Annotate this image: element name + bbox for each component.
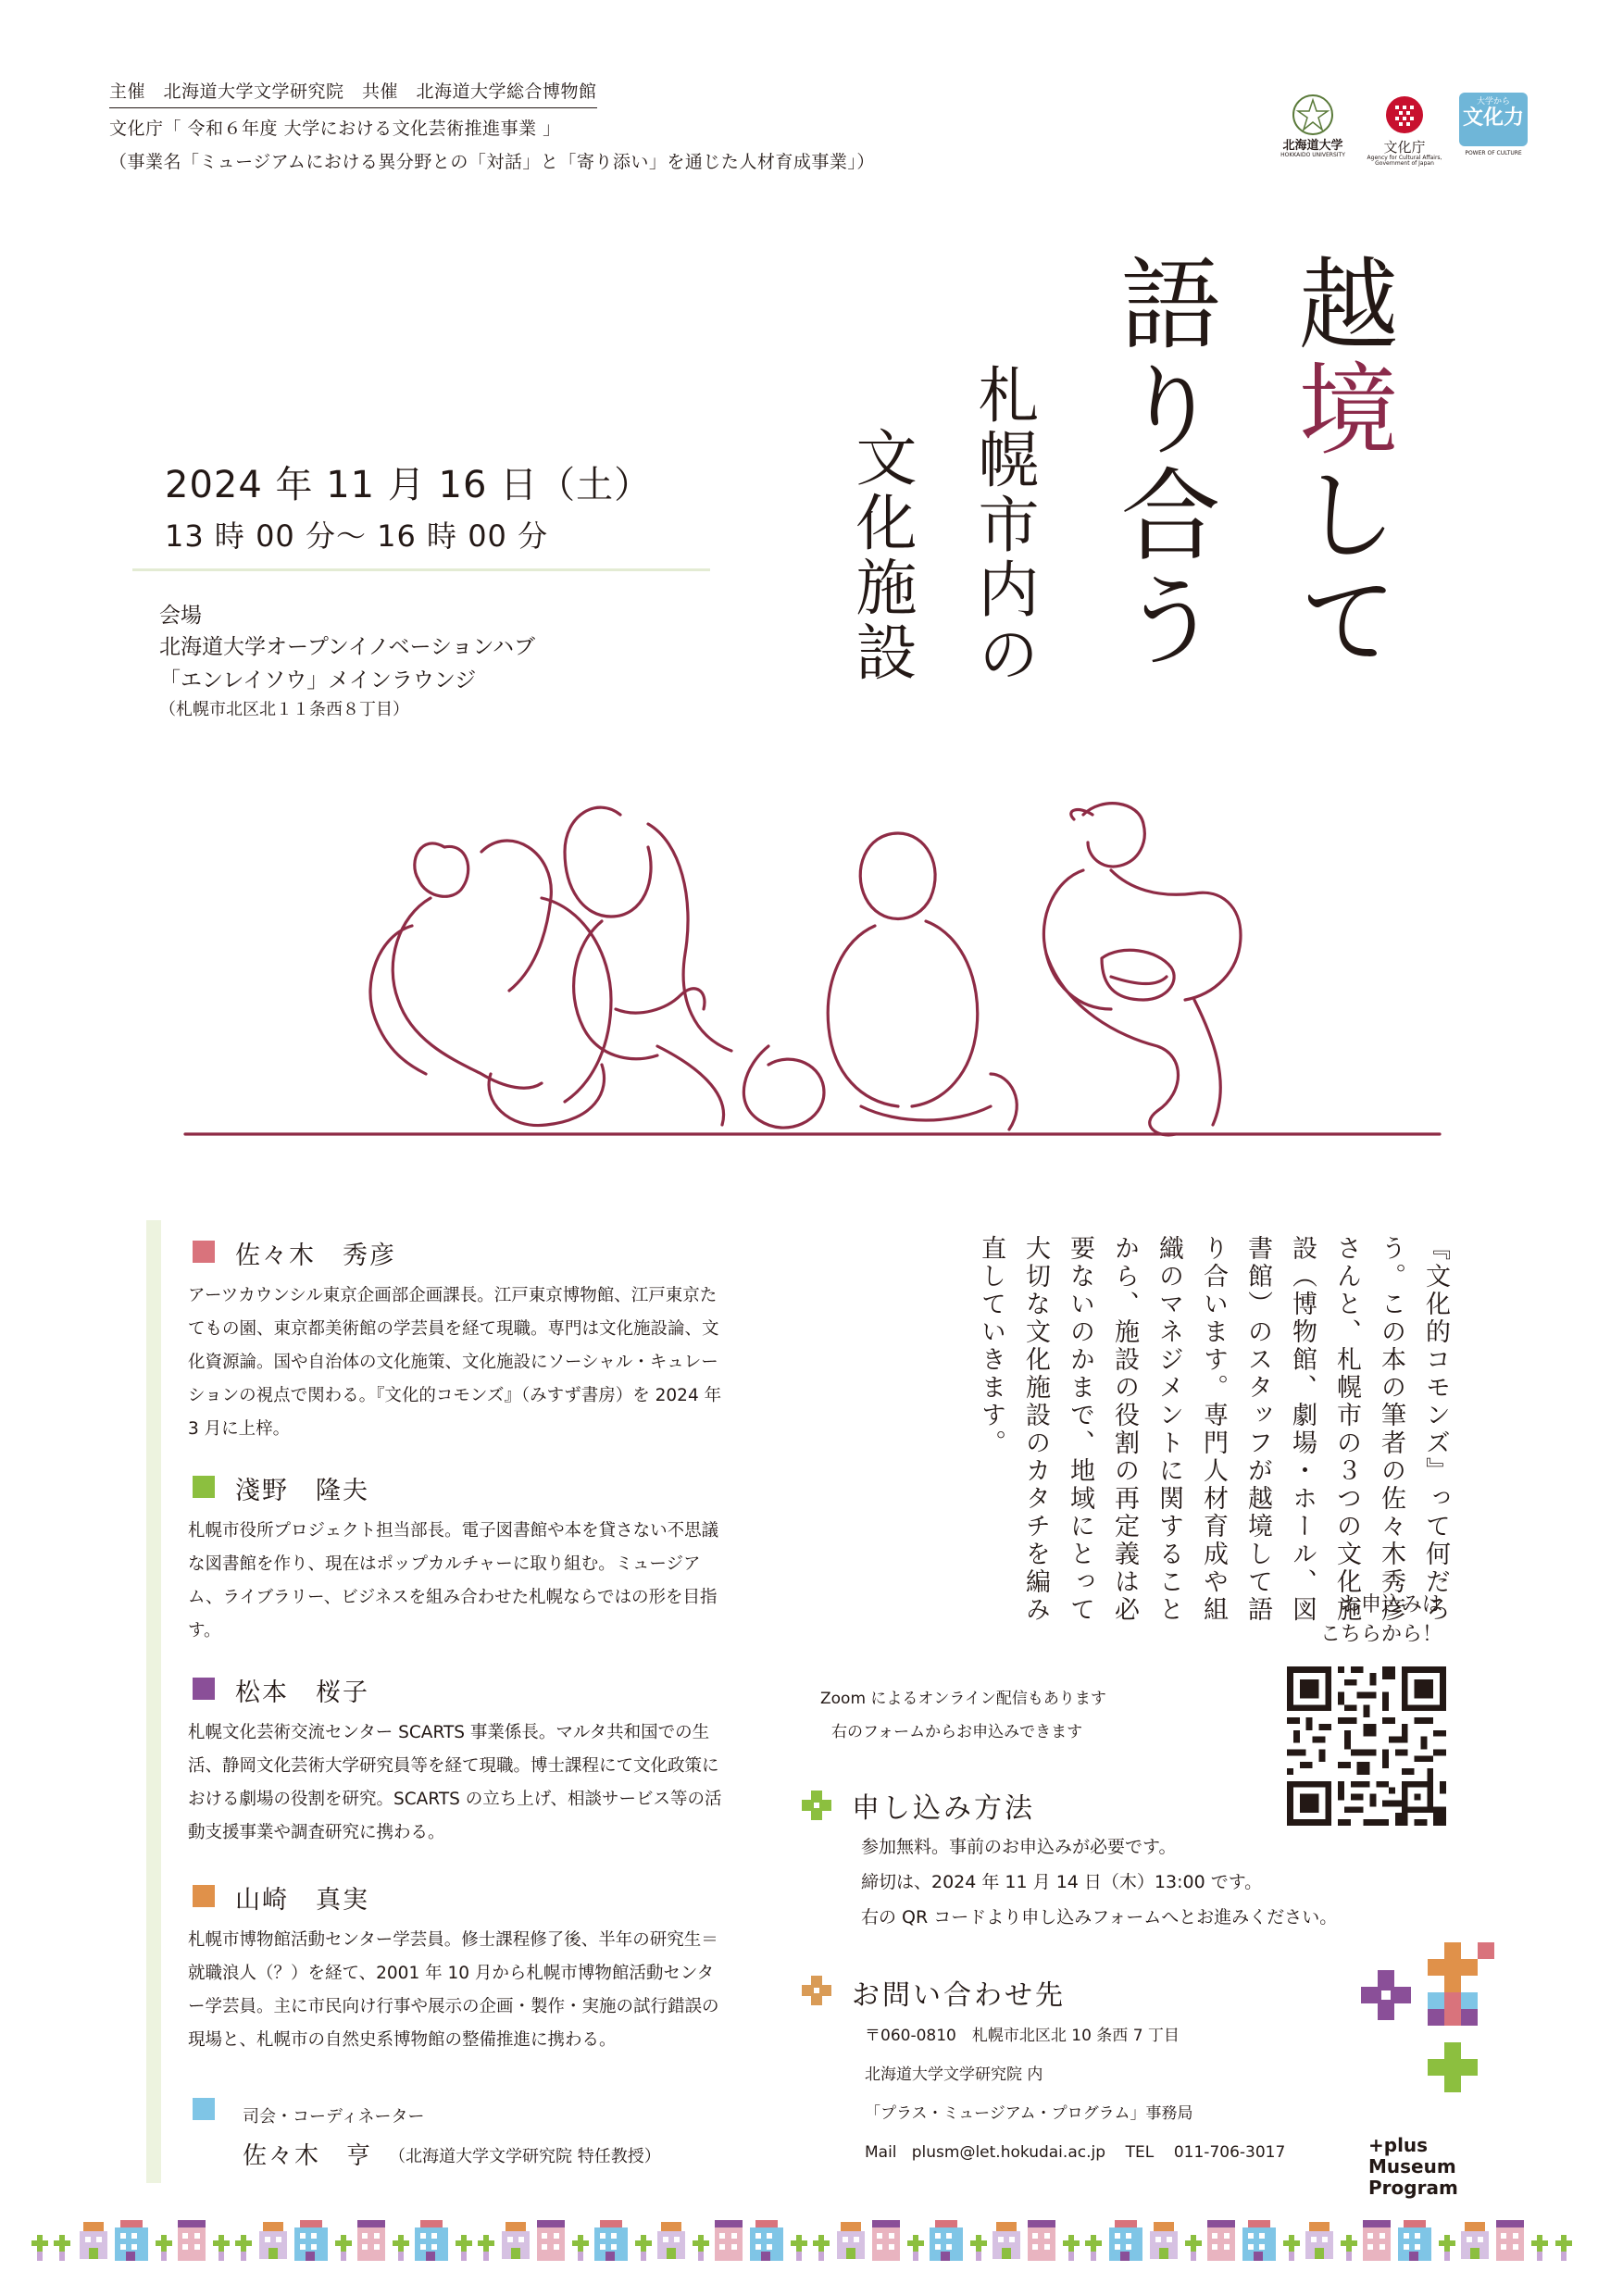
speaker-bio: 札幌文化芸術交流センター SCARTS 事業係長。マルタ共和国での生活、静岡文化芸術大学研究員等を経て現職。博士課程にて文化政策における劇場の役割を研究。SCARTS の立ち上げ、相談サービス等の活動支援事業や調査研究に携わる。 [188,1723,722,1842]
contact-office: 「プラス・ミュージアム・プログラム」事務局 [865,2104,1193,2123]
plus-logo-line1: +plus [1368,2134,1429,2156]
contact-address: 〒060-0810 札幌市北区北 10 条西 7 丁目 [865,2027,1180,2045]
tel-number: 011-706-3017 [1173,2143,1286,2162]
organizer-line: 主催 北海道大学文学研究院 共催 北海道大学総合博物館 [109,78,597,108]
bunkacho-sub: Agency for Cultural Affairs, Government of Japan [1367,154,1442,168]
subtitle-column-2: 文化施設 [845,426,917,685]
speaker-color-marker [193,1885,215,1907]
apply-line-2: 締切は、2024 年 11 月 14 日（木）13:00 です。 [861,1872,1263,1892]
speaker-name: 松本 桜子 [235,1678,369,1707]
date-divider [132,568,710,571]
bunkaryoku-top: 大学から [1476,97,1510,106]
speaker-color-marker [193,1476,215,1498]
speaker-name: 山崎 真実 [235,1886,369,1915]
title-char-1: 越 [1281,252,1397,357]
zoom-note-line1: Zoom によるオンライン配信もあります [820,1690,1106,1708]
contact-plus-icon [798,1972,835,2009]
mail-label: Mail [865,2143,897,2162]
people-line-illustration [176,768,1454,1176]
speaker-name: 佐々木 秀彦 [235,1242,396,1270]
hokudai-logo [1276,93,1350,159]
apply-line-1: 参加無料。事前のお申込みが必要です。 [861,1837,1177,1857]
speaker-bio: アーツカウンシル東京企画部企画課長。江戸東京博物館、江戸東京たてもの園、東京都美術館の学芸員を経て現職。専門は文化施設論、文化資源論。国や自治体の文化施策、文化施設にソーシャル・キュレーションの視点で関わる。『文化的コモンズ』（みすず書房）を 2024 年 3 月に上梓。 [188,1286,722,1439]
registration-qr-code[interactable] [1287,1666,1446,1826]
contact-org: 北海道大学文学研究院 内 [865,2065,1043,2084]
qr-caption [1317,1591,1442,1650]
speaker-color-marker [193,1678,215,1700]
title-char-accent: 境 [1281,357,1397,463]
bunkacho-logo [1363,93,1446,168]
title-char-rest: して [1281,463,1397,674]
hokudai-emblem-icon [1291,93,1335,137]
speaker-bio: 札幌市博物館活動センター学芸員。修士課程修了後、半年の研究生＝就職浪人（？）を経て、2001 年 10 月から札幌市博物館活動センター学芸員。主に市民向け行事や展示の企画・製作・実施の試行錯誤の現場と、札幌市の自然史系博物館の整備推進に携わる。 [188,1930,719,2050]
venue-address: （札幌市北区北１１条西８丁目） [159,700,409,719]
agency-line: 文化庁「 令和６年度 大学における文化芸術推進事業 」 [109,119,561,139]
hokudai-name: 北海道大学 [1282,139,1343,153]
contact-mail-tel [865,2133,1285,2172]
bunkaryoku-logo [1459,93,1528,146]
venue-name-2: 「エンレイソウ」メインラウンジ [159,668,477,693]
apply-line-3: 右の QR コードより申し込みフォームへとお進みください。 [861,1907,1338,1928]
moderator-name: 佐々木 亨 [243,2142,373,2170]
venue-label: 会場 [159,604,202,628]
event-time: 13 時 00 分～ 16 時 00 分 [165,518,549,554]
zoom-note-line2: 右のフォームからお申込みできます [831,1723,1083,1741]
pixel-town-border [31,2202,1596,2277]
moderator-color-marker [193,2098,215,2120]
mail-address-link[interactable]: plusm@let.hokudai.ac.jp [911,2143,1105,2162]
apply-plus-icon [798,1787,835,1824]
plus-logo-line3: Program [1368,2177,1458,2199]
bunkacho-name: 文化庁 [1383,139,1426,156]
bunkaryoku-main: 文化力 [1462,106,1524,130]
bunkacho-emblem-icon [1382,93,1427,137]
event-date: 2024 年 11 月 16 日（土） [165,464,653,506]
plus-museum-logo-mark [1361,1942,1500,2128]
speaker-color-marker [193,1241,215,1263]
speaker-name: 淺野 隆夫 [235,1477,369,1505]
qr-caption-line2: こちらから！ [1319,1623,1442,1646]
moderator-affiliation: （北海道大学文学研究院 特任教授） [389,2147,661,2166]
bunkaryoku-sub: POWER OF CULTURE [1465,150,1522,156]
event-description: 『文化的コモンズ』って何だろう。この本の筆者の佐々木秀彦さんと、札幌市の３つの文化施設（博物館、劇場・ホール、図書館）のスタッフが越境して語り合います。専門人材育成や組織のマネジメントに関することから、施設の役割の再定義は必要ないのかまで、地域にとって大切な文化施設のカタチを編み直していきます。 [977,1235,1450,1624]
hokudai-sub: HOKKAIDO UNIVERSITY [1280,152,1345,159]
contact-section-title: お問い合わせ先 [852,1979,1066,2012]
speakers-sidebar-rule [146,1220,161,2183]
subtitle-column-1: 札幌市内の [968,363,1039,687]
title-column-2: 語り合う [1104,252,1219,674]
qr-caption-line1: お申込みは [1340,1593,1442,1616]
tel-label: TEL [1125,2143,1155,2162]
title-column-1 [1281,252,1397,674]
plus-museum-logo-text [1368,2135,1458,2199]
speaker-bio: 札幌市役所プロジェクト担当部長。電子図書館や本を貸さない不思議な図書館を作り、現在はポップカルチャーに取り組む。ミュージアム、ライブラリー、ビジネスを組み合わせた札幌ならではの形を目指す。 [188,1521,719,1641]
project-name-line: （事業名「ミュージアムにおける異分野との「対話」と「寄り添い」を通じた人材育成事業」） [109,152,875,172]
moderator-label: 司会・コーディネーター [243,2107,425,2127]
plus-logo-line2: Museum [1368,2155,1456,2177]
venue-name-1: 北海道大学オープンイノベーションハブ [159,635,535,659]
apply-section-title: 申し込み方法 [852,1792,1035,1825]
